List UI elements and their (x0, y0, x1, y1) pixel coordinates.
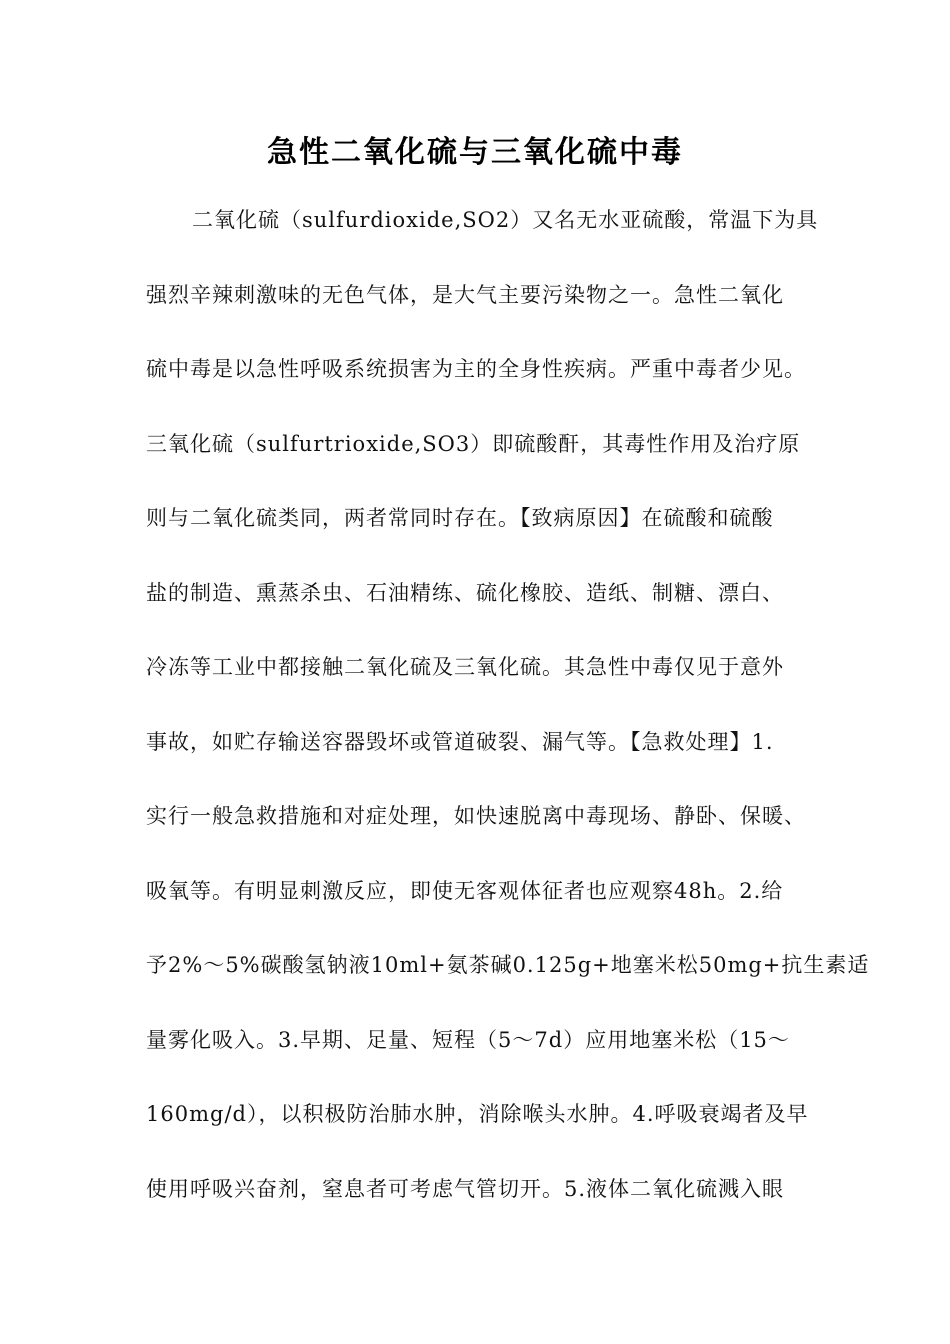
paragraph-line: 160mg/d），以积极防治肺水肿，消除喉头水肿。4.呼吸衰竭者及早 (146, 1102, 809, 1126)
paragraph-line: 硫中毒是以急性呼吸系统损害为主的全身性疾病。严重中毒者少见。 (146, 357, 806, 381)
paragraph-line: 二氧化硫（sulfurdioxide,SO2）又名无水亚硫酸，常温下为具 (192, 208, 819, 232)
paragraph-line: 冷冻等工业中都接触二氧化硫及三氧化硫。其急性中毒仅见于意外 (146, 655, 784, 679)
paragraph-line: 三氧化硫（sulfurtrioxide,SO3）即硫酸酐，其毒性作用及治疗原 (146, 432, 801, 456)
paragraph-line: 事故，如贮存输送容器毁坏或管道破裂、漏气等。【急救处理】1. (146, 730, 774, 754)
paragraph-line: 实行一般急救措施和对症处理，如快速脱离中毒现场、静卧、保暖、 (146, 804, 806, 828)
paragraph-line: 则与二氧化硫类同，两者常同时存在。【致病原因】在硫酸和硫酸 (146, 506, 774, 530)
paragraph-line: 盐的制造、熏蒸杀虫、石油精练、硫化橡胶、造纸、制糖、漂白、 (146, 581, 784, 605)
paragraph-line: 量雾化吸入。3.早期、足量、短程（5～7d）应用地塞米松（15～ (146, 1028, 790, 1052)
paragraph-line: 使用呼吸兴奋剂，窒息者可考虑气管切开。5.液体二氧化硫溅入眼 (146, 1177, 785, 1201)
paragraph-line: 予2%～5%碳酸氢钠液10ml+氨茶碱0.125g+地塞米松50mg+抗生素适 (146, 953, 870, 977)
paragraph-line: 强烈辛辣刺激味的无色气体，是大气主要污染物之一。急性二氧化 (146, 283, 784, 307)
paragraph-line: 吸氧等。有明显刺激反应，即使无客观体征者也应观察48h。2.给 (146, 879, 784, 903)
document-title: 急性二氧化硫与三氧化硫中毒 (267, 135, 683, 170)
